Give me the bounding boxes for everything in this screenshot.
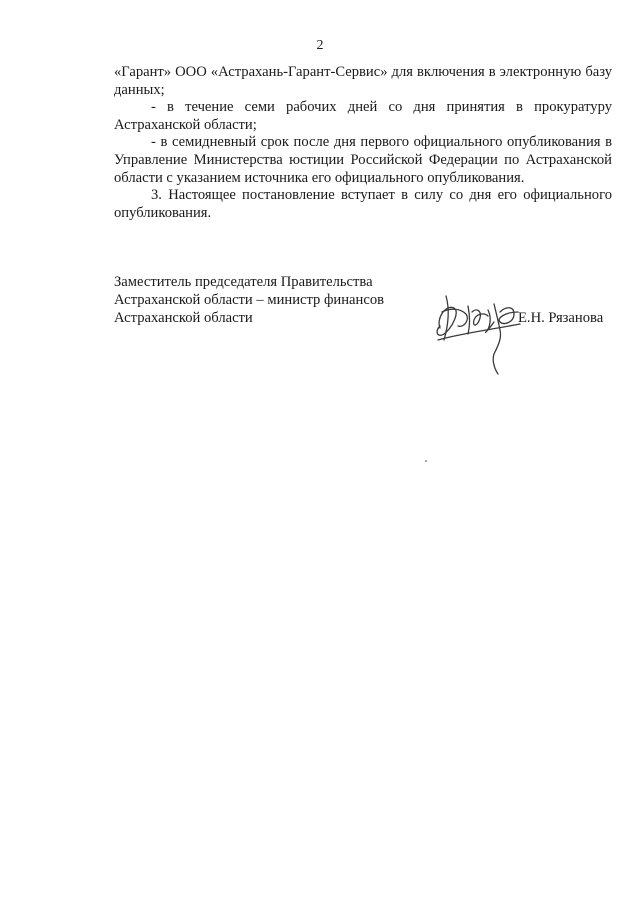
page-number: 2 xyxy=(316,38,324,53)
paragraph-database-inclusion: «Гарант» ООО «Астрахань-Гарант-Сервис» для включения в электронную базу данных; xyxy=(114,64,612,98)
handwritten-signature xyxy=(428,282,538,382)
signatory-position-line: Заместитель председателя Правительства xyxy=(114,274,373,290)
paragraph-effective-date: 3. Настоящее постановление вступает в силу со дня его официального опубликования. xyxy=(114,187,612,221)
signatory-position-line: Астраханской области xyxy=(114,309,253,326)
signatory-position xyxy=(114,274,414,327)
paragraph-prosecutor-office: - в течение семи рабочих дней со дня принятия в прокуратуру Астраханской области; xyxy=(114,99,612,133)
signatory-name: Е.Н. Рязанова xyxy=(518,310,604,326)
paragraph-ministry-of-justice: - в семидневный срок после дня первого официального опубликования в Управление Министерства юстиции Российской Федерации по Астраханской области с указанием источника его официального опубликования. xyxy=(114,134,612,186)
document-body xyxy=(114,64,612,222)
signatory-position-line: Астраханской области – министр финансов xyxy=(114,291,385,308)
scan-artifact xyxy=(425,460,427,462)
